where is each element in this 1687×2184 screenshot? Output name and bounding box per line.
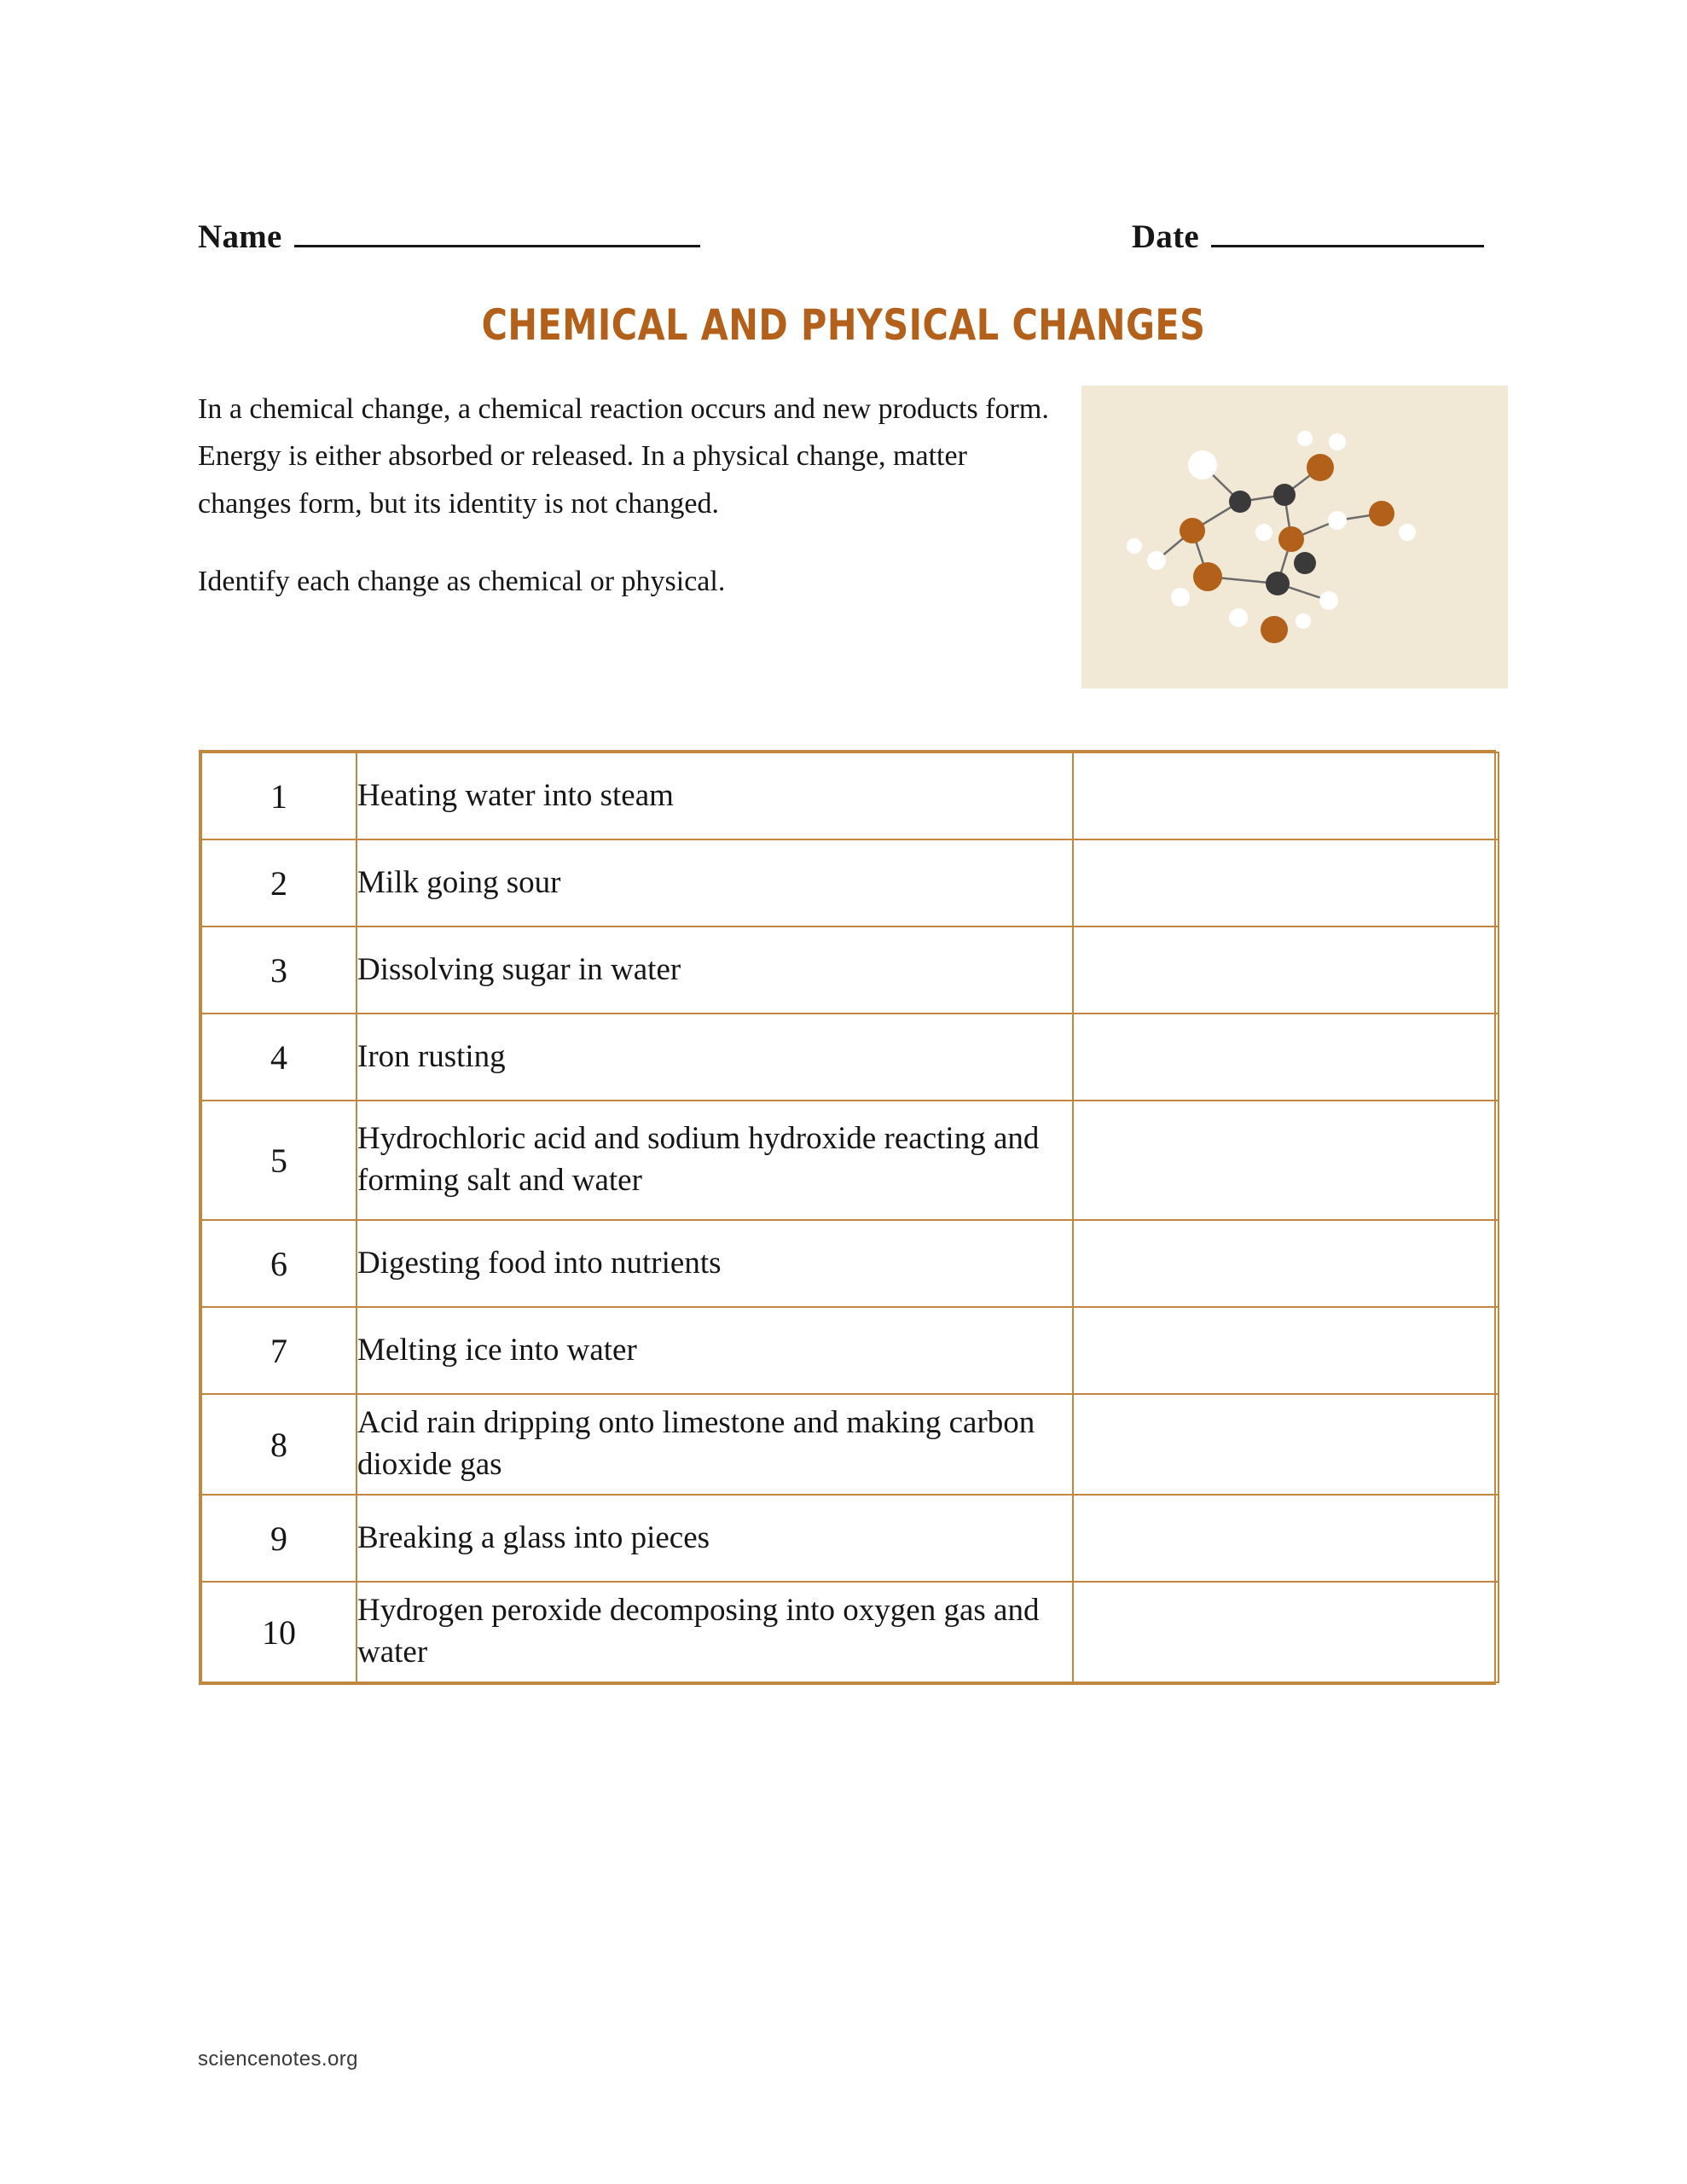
intro-text xyxy=(198,386,1051,636)
table-row xyxy=(201,926,1499,1014)
row-number: 8 xyxy=(201,1394,357,1495)
table-row xyxy=(201,1307,1499,1394)
date-label: Date xyxy=(1131,218,1199,255)
row-description: Iron rusting xyxy=(357,1014,1073,1101)
table-row xyxy=(201,1394,1499,1495)
row-description: Dissolving sugar in water xyxy=(357,926,1073,1014)
row-answer-cell[interactable] xyxy=(1073,1307,1499,1394)
table-row xyxy=(201,1495,1499,1582)
header-fields xyxy=(198,218,1494,256)
row-answer-cell[interactable] xyxy=(1073,1014,1499,1101)
row-answer-cell[interactable] xyxy=(1073,1101,1499,1220)
page-title: CHEMICAL AND PHYSICAL CHANGES xyxy=(481,300,1206,350)
row-answer-cell[interactable] xyxy=(1073,1394,1499,1495)
table-row xyxy=(201,1220,1499,1307)
row-description: Digesting food into nutrients xyxy=(357,1220,1073,1307)
changes-table xyxy=(199,750,1496,1685)
row-description: Heating water into steam xyxy=(357,752,1073,839)
table-row xyxy=(201,1101,1499,1220)
row-number: 1 xyxy=(201,752,357,839)
row-description: Acid rain dripping onto limestone and making carbon dioxide gas xyxy=(357,1394,1073,1495)
table-row xyxy=(201,752,1499,839)
row-number: 9 xyxy=(201,1495,357,1582)
date-field[interactable] xyxy=(1132,218,1484,256)
row-number: 5 xyxy=(201,1101,357,1220)
row-answer-cell[interactable] xyxy=(1073,752,1499,839)
name-label: Name xyxy=(198,218,282,255)
row-answer-cell[interactable] xyxy=(1073,839,1499,926)
row-answer-cell[interactable] xyxy=(1073,1582,1499,1682)
row-description: Breaking a glass into pieces xyxy=(357,1495,1073,1582)
source-credit: sciencenotes.org xyxy=(198,2048,358,2071)
name-write-line[interactable] xyxy=(294,244,700,247)
row-number: 4 xyxy=(201,1014,357,1101)
row-description: Hydrogen peroxide decomposing into oxygen gas and water xyxy=(357,1582,1073,1682)
row-answer-cell[interactable] xyxy=(1073,1220,1499,1307)
row-description: Melting ice into water xyxy=(357,1307,1073,1394)
row-answer-cell[interactable] xyxy=(1073,926,1499,1014)
table-row xyxy=(201,839,1499,926)
table-row xyxy=(201,1582,1499,1682)
row-number: 10 xyxy=(201,1582,357,1682)
intro-paragraph-2: Identify each change as chemical or physical. xyxy=(198,566,726,598)
row-answer-cell[interactable] xyxy=(1073,1495,1499,1582)
date-write-line[interactable] xyxy=(1211,244,1484,247)
row-number: 2 xyxy=(201,839,357,926)
row-description: Milk going sour xyxy=(357,839,1073,926)
name-field[interactable] xyxy=(198,218,700,256)
table-body xyxy=(201,752,1499,1682)
row-description: Hydrochloric acid and sodium hydroxide reacting and forming salt and water xyxy=(357,1101,1073,1220)
intro-paragraph-1: In a chemical change, a chemical reaction occurs and new products form. Energy is either absorbed or released. In a physical change, matter changes form, but its identity is not changed. xyxy=(198,393,1049,520)
row-number: 6 xyxy=(201,1220,357,1307)
row-number: 7 xyxy=(201,1307,357,1394)
row-number: 3 xyxy=(201,926,357,1014)
table-row xyxy=(201,1014,1499,1101)
molecule-illustration xyxy=(1081,386,1508,688)
